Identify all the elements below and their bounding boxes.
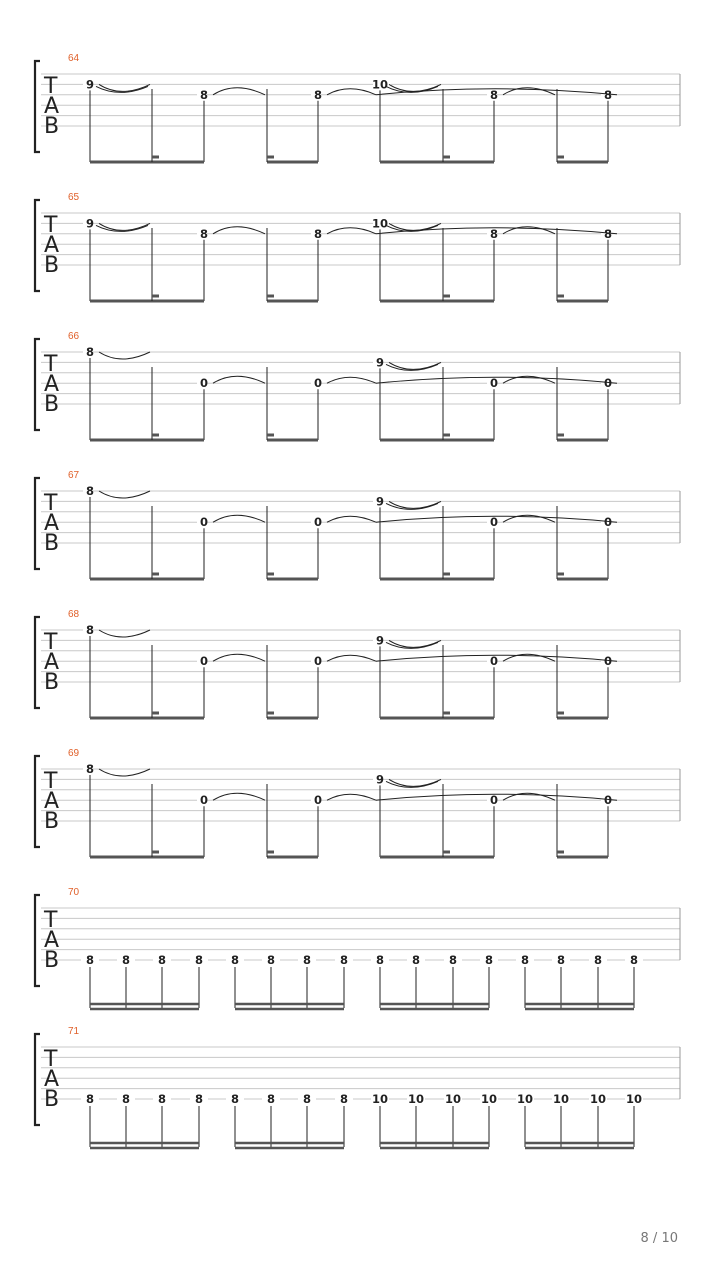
tie-arc	[213, 227, 265, 234]
fret-number: 10	[407, 1092, 425, 1106]
fret-number: 8	[489, 226, 499, 241]
fret-number: 8	[85, 345, 95, 359]
fret-number: 9	[375, 772, 385, 787]
fret-number: 10	[625, 1092, 643, 1106]
fret-number: 8	[520, 953, 530, 967]
tab-clef-letter: B	[44, 392, 60, 417]
fret-number: 0	[489, 793, 499, 808]
fret-number: 9	[375, 355, 385, 370]
fret-number: 8	[85, 1092, 95, 1106]
fret-number: 8	[302, 953, 312, 967]
fret-number: 8	[603, 87, 613, 102]
tab-clef-letter: T	[44, 74, 58, 99]
fret-number: 8	[313, 226, 323, 241]
tab-clef-letter: T	[44, 213, 58, 238]
fret-number: 8	[629, 953, 639, 967]
staff-bracket	[35, 756, 40, 847]
tab-clef-letter: T	[44, 769, 58, 794]
tab-clef-letter: A	[44, 233, 60, 258]
tie-arc	[213, 654, 265, 661]
fret-number: 8	[121, 1092, 131, 1106]
tie-arc	[327, 794, 376, 800]
staff-bracket	[35, 1034, 40, 1125]
measure-number: 69	[68, 748, 80, 759]
fret-number: 0	[603, 376, 613, 391]
fret-number: 8	[157, 953, 167, 967]
fret-number: 0	[603, 515, 613, 530]
tab-clef-letter: A	[44, 372, 60, 397]
fret-number: 8	[411, 953, 421, 967]
staff-bracket	[35, 61, 40, 152]
fret-number: 10	[552, 1092, 570, 1106]
staff-system-64	[35, 53, 680, 162]
measure-number: 71	[68, 1026, 80, 1037]
tab-clef-letter: T	[44, 1047, 58, 1072]
tie-arc	[327, 655, 376, 661]
measure-number: 68	[68, 609, 80, 620]
fret-number: 8	[85, 623, 95, 637]
staff-system-71	[35, 1026, 680, 1148]
fret-number: 0	[603, 654, 613, 669]
fret-number: 8	[85, 953, 95, 967]
staff-system-65	[35, 192, 680, 301]
fret-number: 0	[199, 376, 209, 391]
fret-number: 10	[516, 1092, 534, 1106]
fret-number: 8	[339, 1092, 349, 1106]
tie-arc	[99, 769, 150, 776]
fret-number: 0	[489, 654, 499, 669]
tab-clef-letter: B	[44, 670, 60, 695]
staff-bracket	[35, 200, 40, 291]
tab-clef-letter: A	[44, 1067, 60, 1092]
fret-number: 8	[375, 953, 385, 967]
tab-clef-letter: T	[44, 908, 58, 933]
fret-number: 0	[313, 515, 323, 530]
fret-number: 0	[489, 376, 499, 391]
tab-clef-letter: B	[44, 809, 60, 834]
fret-number: 10	[371, 1092, 389, 1106]
fret-number: 10	[444, 1092, 462, 1106]
fret-number: 8	[313, 87, 323, 102]
tab-clef-letter: A	[44, 789, 60, 814]
tab-clef-letter: A	[44, 94, 60, 119]
tab-clef-letter: B	[44, 1087, 60, 1112]
fret-number: 8	[230, 1092, 240, 1106]
fret-number: 8	[85, 484, 95, 498]
fret-number: 0	[489, 515, 499, 530]
fret-number: 0	[313, 654, 323, 669]
fret-number: 0	[603, 793, 613, 808]
staff-bracket	[35, 478, 40, 569]
fret-number: 0	[313, 376, 323, 391]
fret-number: 8	[194, 1092, 204, 1106]
tab-clef-letter: A	[44, 511, 60, 536]
tie-arc	[327, 89, 376, 95]
tab-clef-letter: A	[44, 928, 60, 953]
staff-system-66	[35, 331, 680, 440]
staff-system-67	[35, 470, 680, 579]
fret-number: 9	[85, 216, 95, 231]
staff-system-70	[35, 887, 680, 1009]
tab-clef-letter: A	[44, 650, 60, 675]
staff-system-69	[35, 748, 680, 857]
tab-clef-letter: T	[44, 491, 58, 516]
fret-number: 8	[121, 953, 131, 967]
tab-clef-letter: B	[44, 253, 60, 278]
fret-number: 8	[448, 953, 458, 967]
fret-number: 10	[480, 1092, 498, 1106]
fret-number: 8	[266, 953, 276, 967]
fret-number: 0	[199, 654, 209, 669]
fret-number: 9	[375, 633, 385, 648]
tab-clef-letter: B	[44, 114, 60, 139]
fret-number: 8	[603, 226, 613, 241]
tie-arc	[327, 228, 376, 234]
staff-bracket	[35, 895, 40, 986]
fret-number: 8	[194, 953, 204, 967]
tie-arc	[327, 377, 376, 383]
fret-number: 0	[313, 793, 323, 808]
tab-clef-letter: T	[44, 352, 58, 377]
measure-number: 70	[68, 887, 80, 898]
fret-number: 8	[199, 87, 209, 102]
tie-arc	[213, 88, 265, 95]
measure-number: 65	[68, 192, 80, 203]
measure-number: 64	[68, 53, 80, 64]
tie-arc	[99, 352, 150, 359]
fret-number: 8	[199, 226, 209, 241]
fret-number: 8	[157, 1092, 167, 1106]
fret-number: 10	[371, 216, 389, 231]
tab-clef-letter: B	[44, 948, 60, 973]
fret-number: 8	[489, 87, 499, 102]
fret-number: 8	[266, 1092, 276, 1106]
measure-number: 67	[68, 470, 80, 481]
fret-number: 0	[199, 515, 209, 530]
staff-bracket	[35, 617, 40, 708]
fret-number: 10	[371, 77, 389, 92]
fret-number: 8	[339, 953, 349, 967]
tie-arc	[213, 515, 265, 522]
tie-arc	[213, 793, 265, 800]
tie-arc	[327, 516, 376, 522]
fret-number: 9	[85, 77, 95, 92]
fret-number: 8	[484, 953, 494, 967]
tie-arc	[99, 491, 150, 498]
fret-number: 8	[302, 1092, 312, 1106]
tie-arc	[213, 376, 265, 383]
fret-number: 8	[556, 953, 566, 967]
fret-number: 8	[593, 953, 603, 967]
fret-number: 9	[375, 494, 385, 509]
measure-number: 66	[68, 331, 80, 342]
fret-number: 10	[589, 1092, 607, 1106]
fret-number: 0	[199, 793, 209, 808]
tab-clef-letter: B	[44, 531, 60, 556]
tab-clef-letter: T	[44, 630, 58, 655]
page-number: 8 / 10	[640, 1231, 678, 1246]
staff-bracket	[35, 339, 40, 430]
staff-system-68	[35, 609, 680, 718]
fret-number: 8	[230, 953, 240, 967]
fret-number: 8	[85, 762, 95, 776]
tie-arc	[99, 630, 150, 637]
